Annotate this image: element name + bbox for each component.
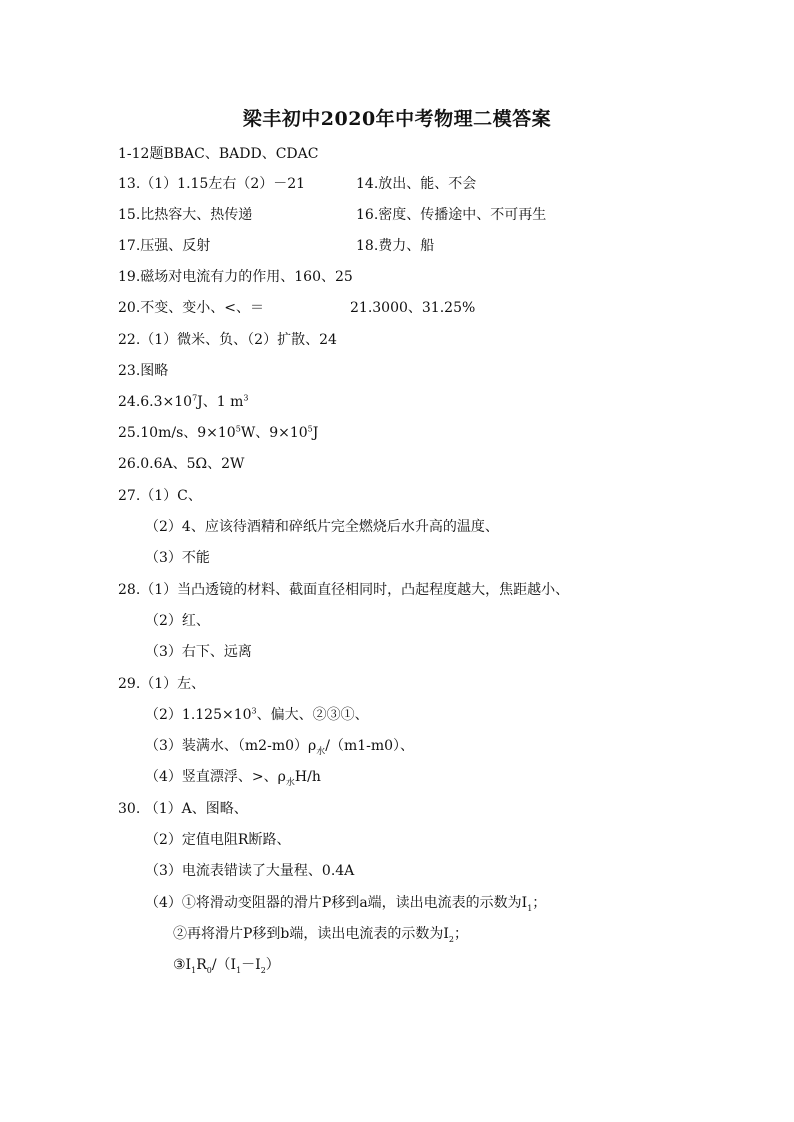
answer-24 — [118, 392, 249, 412]
answer-29-2-b: 、偏大、②③①、 — [256, 707, 369, 723]
answer-20: 20.不变、变小、<、＝ — [118, 300, 264, 316]
answer-28-part-2: （2）红、 — [145, 613, 210, 629]
answer-19: 19.磁场对电流有力的作用、160、25 — [118, 269, 353, 285]
answer-30-4-2-b: ； — [454, 926, 469, 942]
answer-14: 14.放出、能、不会 — [356, 176, 477, 192]
answer-30-part-4-step-3 — [173, 955, 280, 975]
formula-part-b: R — [196, 957, 207, 973]
answer-29-3-a: （3）装满水、（m2-m0）ρ — [145, 738, 317, 754]
answer-27-part-2: （2）4、应该待酒精和碎纸片完全燃烧后水升高的温度、 — [145, 519, 499, 535]
answer-27: 27.（1）C、 — [118, 488, 202, 504]
answer-28-part-3: （3）右下、远离 — [145, 644, 252, 660]
answer-28: 28.（1）当凸透镜的材料、截面直径相同时，凸起程度越大，焦距越小、 — [118, 582, 570, 598]
answer-24-part-b: J、1 m — [197, 394, 244, 410]
answer-30-4-subscript: 1 — [527, 903, 533, 913]
answer-25-part-a: 25.10m/s、9×10 — [118, 425, 236, 441]
answer-30-part-2: （2）定值电阻R断路、 — [145, 832, 291, 848]
answer-29-2-exponent: 3 — [251, 706, 257, 716]
answer-24-part-a: 24.6.3×10 — [118, 394, 193, 410]
answer-line-15 — [118, 205, 547, 225]
answer-30-part-3: （3）电流表错读了大量程、0.4A — [145, 863, 355, 879]
answer-17: 17.压强、反射 — [118, 238, 211, 254]
formula-sub-2: 0 — [206, 965, 212, 975]
answer-15: 15.比热容大、热传递 — [118, 207, 253, 223]
answer-18: 18.费力、船 — [356, 238, 435, 254]
answer-27-part-3: （3）不能 — [145, 550, 210, 566]
answer-26: 26.0.6A、5Ω、2W — [118, 456, 245, 472]
answer-24-exponent-2: 3 — [243, 393, 249, 403]
answer-25-part-b: W、9×10 — [240, 425, 308, 441]
answer-25-exponent: 5 — [235, 424, 241, 434]
answer-16: 16.密度、传播途中、不可再生 — [356, 207, 547, 223]
answer-21: 21.3000、31.25% — [350, 300, 476, 316]
answer-29-4-a: （4）竖直漂浮、>、ρ — [145, 769, 286, 785]
answer-line-17 — [118, 236, 435, 256]
answer-30-part-4 — [145, 893, 546, 913]
answer-29: 29.（1）左、 — [118, 676, 206, 692]
answer-22: 22.（1）微米、负、（2）扩散、24 — [118, 332, 337, 348]
answer-29-4-subscript: 水 — [285, 777, 295, 788]
document-title: 梁丰初中2020年中考物理二模答案 — [242, 108, 552, 130]
answer-30-4-2-subscript: 2 — [448, 934, 455, 944]
answer-29-2-a: （2）1.125×10 — [145, 707, 252, 723]
formula-part-c: /（I — [211, 957, 237, 973]
formula-part-e: ） — [265, 957, 280, 973]
formula-part-a: ③I — [173, 957, 192, 973]
answer-25-part-c: J — [312, 425, 319, 441]
answer-30-4-a: （4）①将滑动变阻器的滑片P移到a端，读出电流表的示数为I — [145, 895, 528, 911]
formula-sub-4: 2 — [260, 965, 266, 975]
answer-30-4-b: ； — [532, 895, 547, 911]
answer-13: 13.（1）1.15左右（2）－21 — [118, 176, 306, 192]
answer-30: 30. （1）A、图略、 — [118, 801, 248, 817]
answer-25-exponent-2: 5 — [307, 424, 313, 434]
answer-25 — [118, 423, 318, 443]
answer-24-exponent: 7 — [192, 393, 198, 403]
formula-sub-1: 1 — [191, 965, 197, 975]
answer-23: 23.图略 — [118, 363, 169, 379]
answer-29-part-3 — [145, 736, 414, 756]
formula-part-d: －I — [241, 957, 261, 973]
answer-29-3-b: /（m1-m0）、 — [325, 738, 415, 754]
answer-29-part-4 — [145, 767, 321, 787]
answer-29-3-subscript: 水 — [316, 746, 326, 757]
formula-sub-3: 1 — [236, 965, 242, 975]
answer-29-part-2 — [145, 705, 369, 725]
answer-30-part-4-step-2 — [173, 924, 468, 944]
answer-line-1-12: 1-12题BBAC、BADD、CDAC — [118, 146, 319, 162]
answer-30-4-2-a: ②再将滑片P移到b端，读出电流表的示数为I — [173, 926, 449, 942]
answer-line-13 — [118, 174, 477, 194]
answer-29-4-b: H/h — [294, 769, 321, 785]
answer-line-20 — [118, 298, 476, 318]
